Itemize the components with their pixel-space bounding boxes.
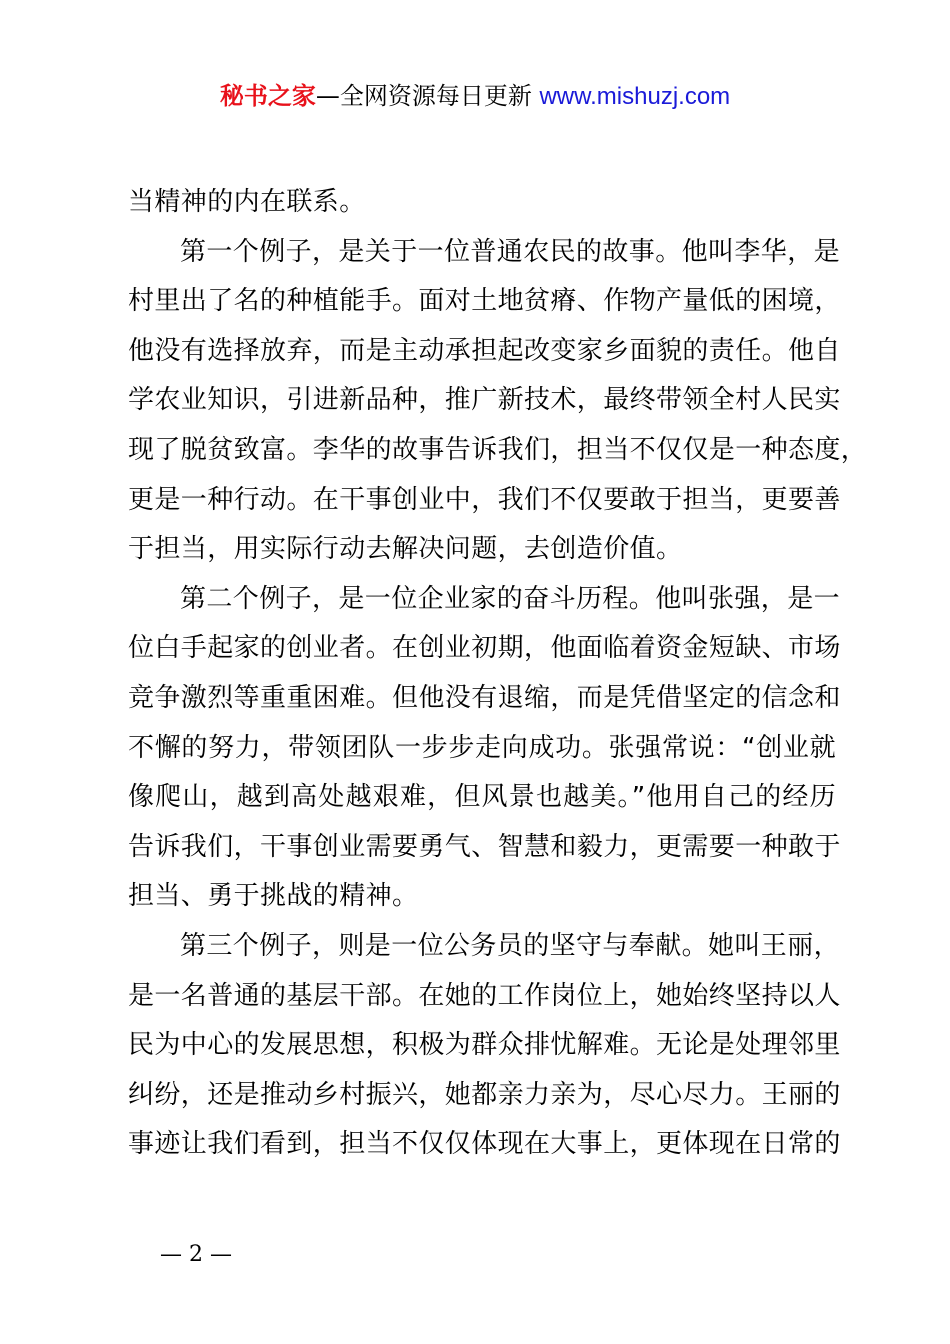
page-number: — 2 — xyxy=(160,1242,232,1267)
text-line: 于担当，用实际行动去解决问题，去创造价值。 xyxy=(128,534,683,565)
paragraph-first-line: 第二个例子，是一位企业家的奋斗历程。他叫张强，是一 xyxy=(180,583,841,614)
text-line: 民为中心的发展思想，积极为群众排忧解难。无论是处理邻里 xyxy=(128,1030,841,1061)
text-line: 不懈的努力，带领团队一步步走向成功。张强常说：“创业就 xyxy=(128,732,836,763)
header-tagline: —全网资源每日更新 xyxy=(315,82,540,110)
paragraph-first-line: 第三个例子，则是一位公务员的坚守与奉献。她叫王丽， xyxy=(180,930,841,961)
text-line: 像爬山，越到高处越艰难，但风景也越美。”他用自己的经历 xyxy=(128,782,836,813)
document-body xyxy=(128,178,868,1170)
brand-name: 秘书之家 xyxy=(219,82,316,110)
paragraph-first-line: 第一个例子，是关于一位普通农民的故事。他叫李华，是 xyxy=(180,236,841,267)
text-line: 现了脱贫致富。李华的故事告诉我们，担当不仅仅是一种态度， xyxy=(128,434,868,465)
text-line: 村里出了名的种植能手。面对土地贫瘠、作物产量低的困境， xyxy=(128,286,841,317)
text-line: 更是一种行动。在干事创业中，我们不仅要敢于担当，更要善 xyxy=(128,484,841,515)
text-line: 学农业知识，引进新品种，推广新技术，最终带领全村人民实 xyxy=(128,385,841,416)
text-line: 纠纷，还是推动乡村振兴，她都亲力亲为，尽心尽力。王丽的 xyxy=(128,1079,841,1110)
text-line: 竞争激烈等重重困难。但他没有退缩，而是凭借坚定的信念和 xyxy=(128,682,841,713)
text-line: 担当、勇于挑战的精神。 xyxy=(128,881,419,912)
page-header xyxy=(0,80,950,113)
text-line: 位白手起家的创业者。在创业初期，他面临着资金短缺、市场 xyxy=(128,633,841,664)
text-line: 当精神的内在联系。 xyxy=(128,187,366,217)
header-url[interactable]: www.mishuzj.com xyxy=(539,83,731,110)
text-line: 事迹让我们看到，担当不仅仅体现在大事上，更体现在日常的 xyxy=(128,1129,841,1160)
text-line: 告诉我们，干事创业需要勇气、智慧和毅力，更需要一种敢于 xyxy=(128,831,841,862)
text-line: 是一名普通的基层干部。在她的工作岗位上，她始终坚持以人 xyxy=(128,980,841,1011)
text-line: 他没有选择放弃，而是主动承担起改变家乡面貌的责任。他自 xyxy=(128,335,841,366)
